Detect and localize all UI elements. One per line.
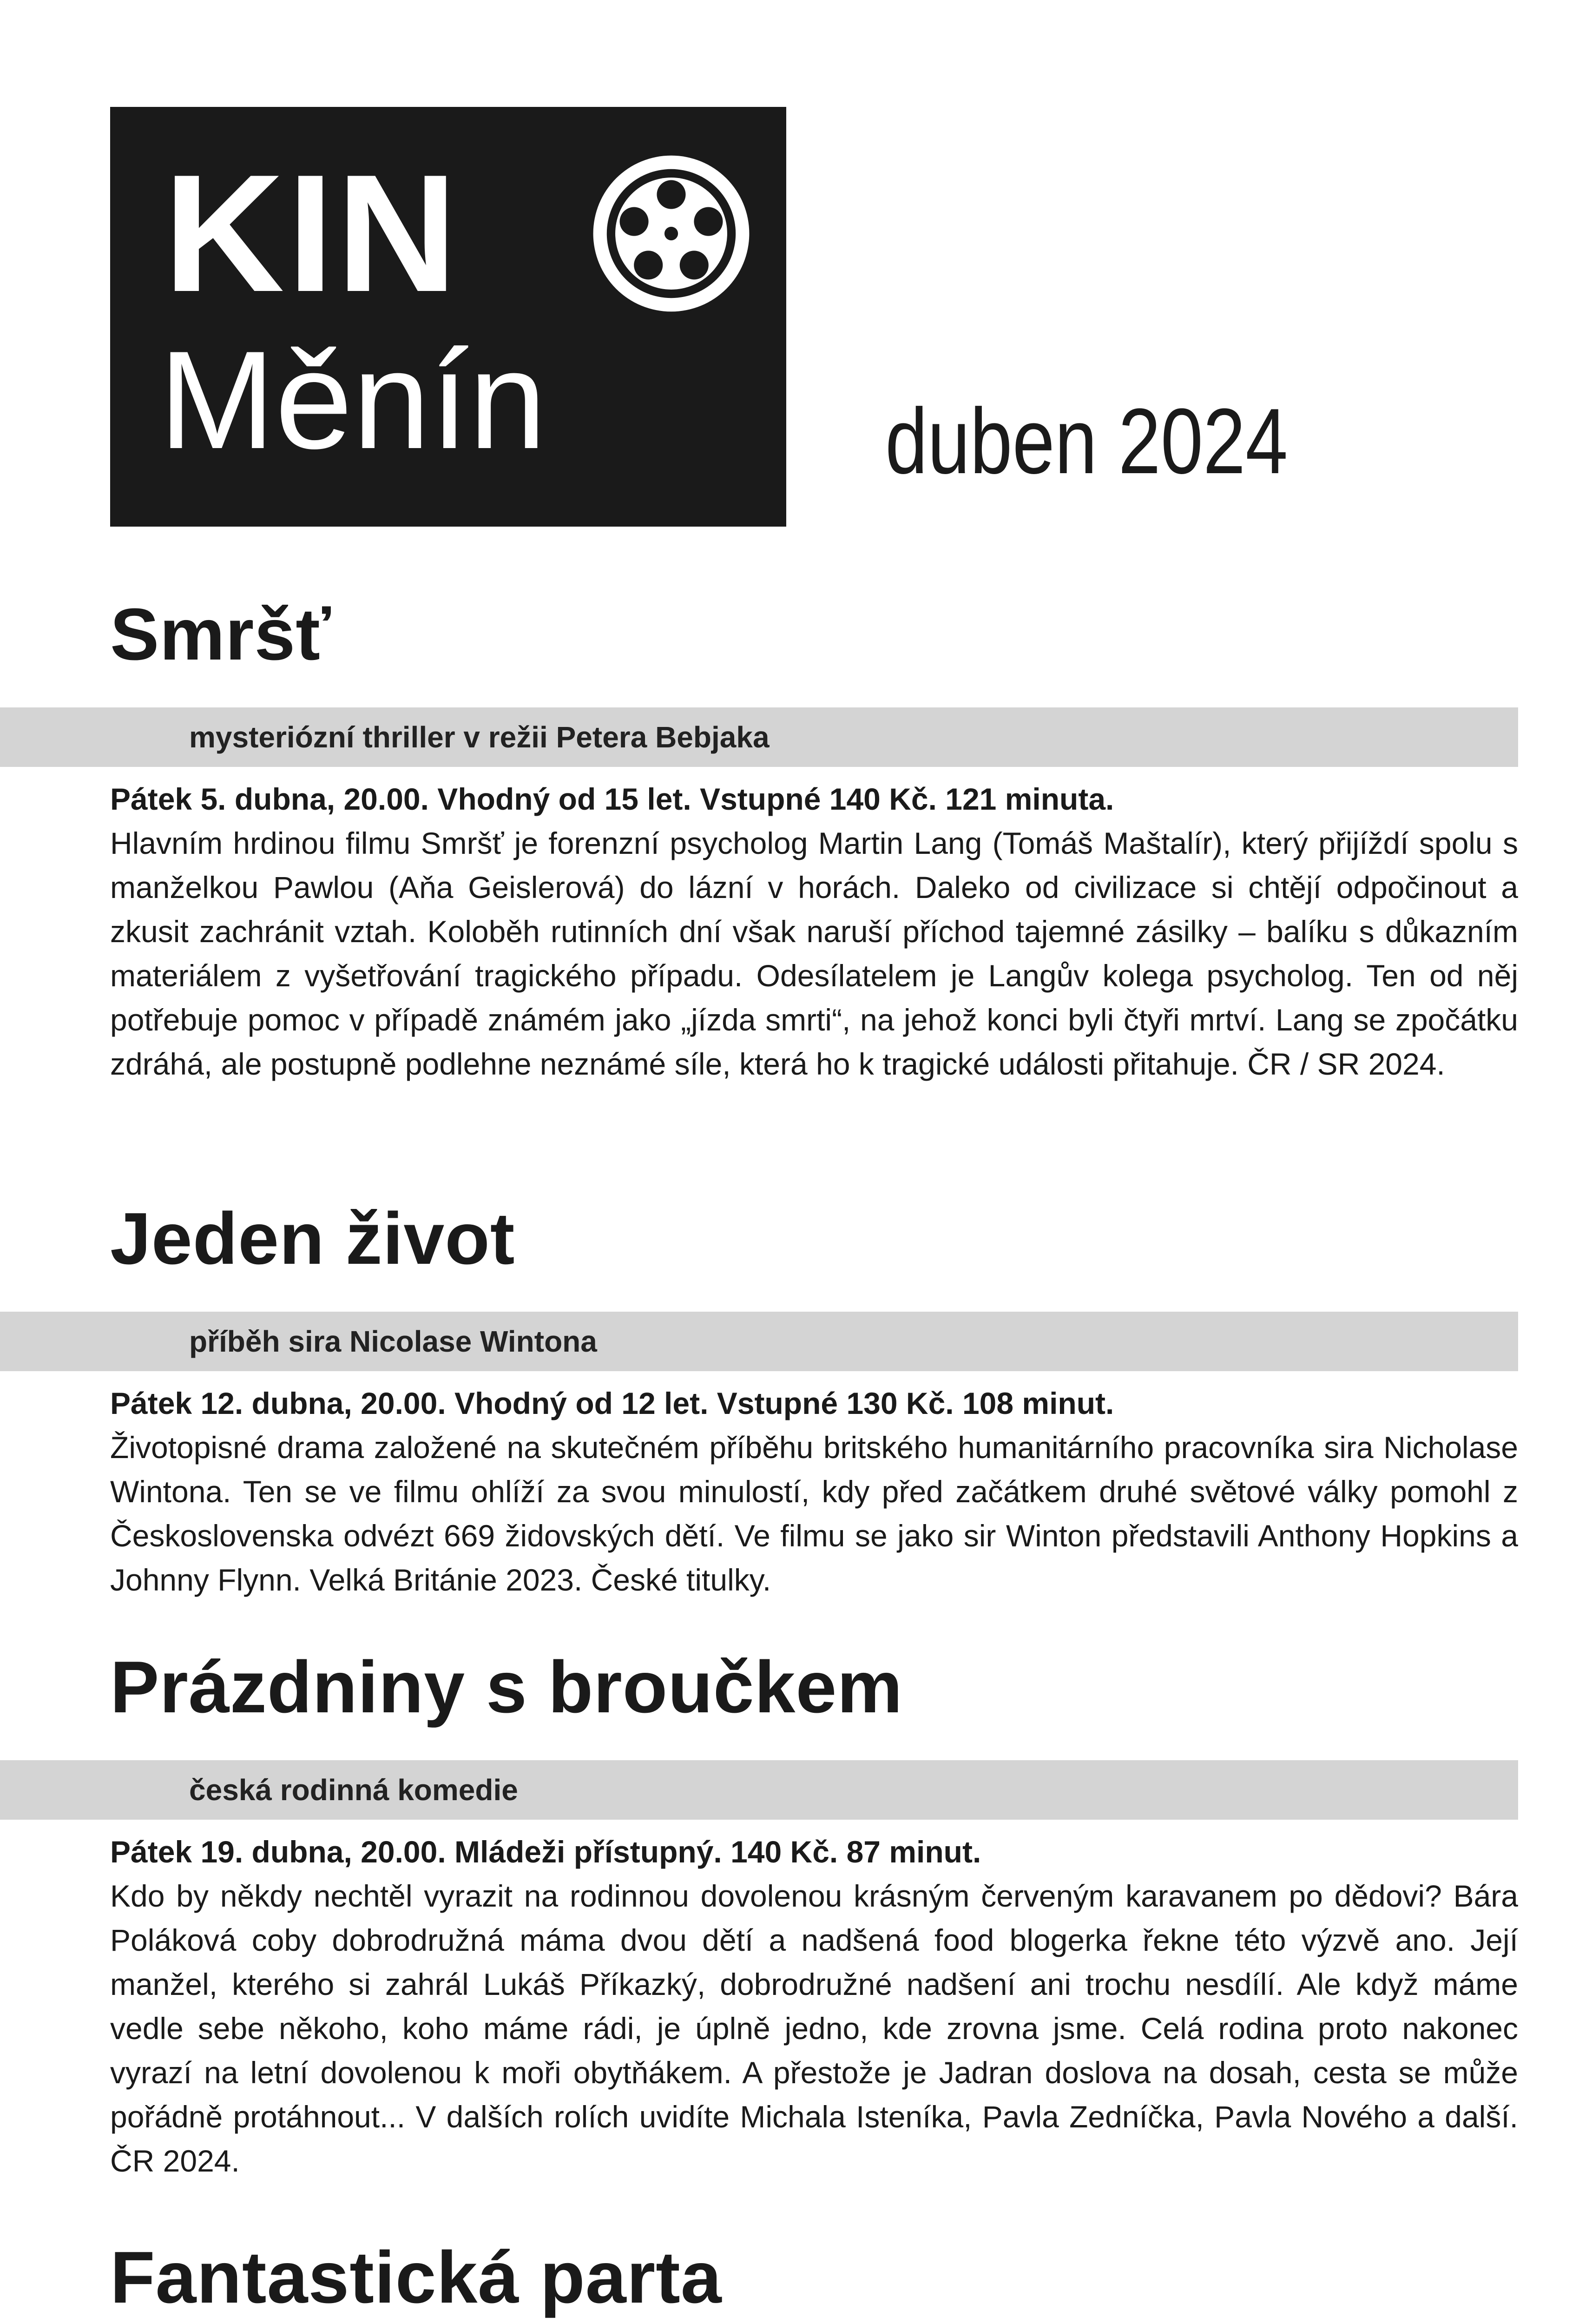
film-screening-info: Pátek 12. dubna, 20.00. Vhodný od 12 let. Vstupné 130 Kč. 108 minut. — [110, 1386, 1114, 1420]
logo-kino-text: KIN — [164, 140, 460, 327]
film-title: Prázdniny s broučkem — [110, 1646, 903, 1728]
film-block — [110, 1195, 1518, 1602]
genre-bar — [0, 707, 1518, 767]
film-block — [110, 2233, 1518, 2324]
film-description: Kdo by někdy nechtěl vyrazit na rodinnou dovolenou krásným červeným karavanem po dědovi? Bára Poláková coby dobrodružná máma dvou dětí a nadšená food blogerka řekne této výzvě ano. Její manžel, kterého si zahrál Lukáš Příkazký, dobrodružné nadšení ani trochu nesdílí. Ale když máme vedle sebe někoho, koho máme rádi, je úplně jedno, kde zrovna jsme. Celá rodina proto nakonec vyrazí na letní dovolenou k moři obytňákem. A přestože je Jadran doslova na dosah, cesta se může pořádně protáhnout... V dalších rolích uvidíte Michala Isteníka, Pavla Zedníčka, Pavla Nového a další. ČR 2024. — [110, 1879, 1518, 2178]
cinema-logo — [110, 107, 786, 527]
genre-bar — [0, 1312, 1518, 1371]
film-title: Jeden život — [110, 1198, 515, 1280]
genre-bar — [0, 1760, 1518, 1820]
film-screening-info: Pátek 5. dubna, 20.00. Vhodný od 15 let. Vstupné 140 Kč. 121 minuta. — [110, 782, 1114, 816]
film-genre: česká rodinná komedie — [189, 1773, 518, 1807]
logo-menin-text: Měnín — [159, 322, 546, 478]
film-title: Smršť — [110, 594, 331, 675]
film-screening-info: Pátek 19. dubna, 20.00. Mládeži přístupný. 140 Kč. 87 minut. — [110, 1835, 981, 1869]
film-description: Hlavním hrdinou filmu Smršť je forenzní psycholog Martin Lang (Tomáš Maštalír), který přijíždí spolu s manželkou Pawlou (Aňa Geislerová) do lázní v horách. Daleko od civilizace si chtějí odpočinout a zkusit zachránit vztah. Koloběh rutinních dní však naruší příchod tajemné zásilky – balíku s důkazním materiálem z vyšetřování tragického případu. Odesílatelem je Langův kolega psycholog. Ten od něj potřebuje pomoc v případě známém jako „jízda smrti“, na jehož konci byli čtyři mrtví. Lang se zpočátku zdráhá, ale postupně podlehne neznámé síle, která ho k tragické události přitahuje. ČR / SR 2024. — [110, 826, 1518, 1081]
film-block — [110, 590, 1518, 1086]
film-title: Fantastická parta — [110, 2237, 722, 2318]
month-label: duben 2024 — [885, 390, 1288, 493]
film-description: Životopisné drama založené na skutečném příběhu britského humanitárního pracovníka sira Nicholase Wintona. Ten se ve filmu ohlíží za svou minulostí, kdy před začátkem druhé světové války pomohl z Československa odvézt 669 židovských dětí. Ve filmu se jako sir Winton představili Anthony Hopkins a Johnny Flynn. Velká Británie 2023. České titulky. — [110, 1430, 1518, 1597]
film-reel-icon — [586, 149, 756, 318]
film-genre: příběh sira Nicolase Wintona — [189, 1325, 597, 1358]
film-block — [110, 1643, 1518, 2183]
film-genre: mysteriózní thriller v režii Petera Bebjaka — [189, 720, 770, 754]
